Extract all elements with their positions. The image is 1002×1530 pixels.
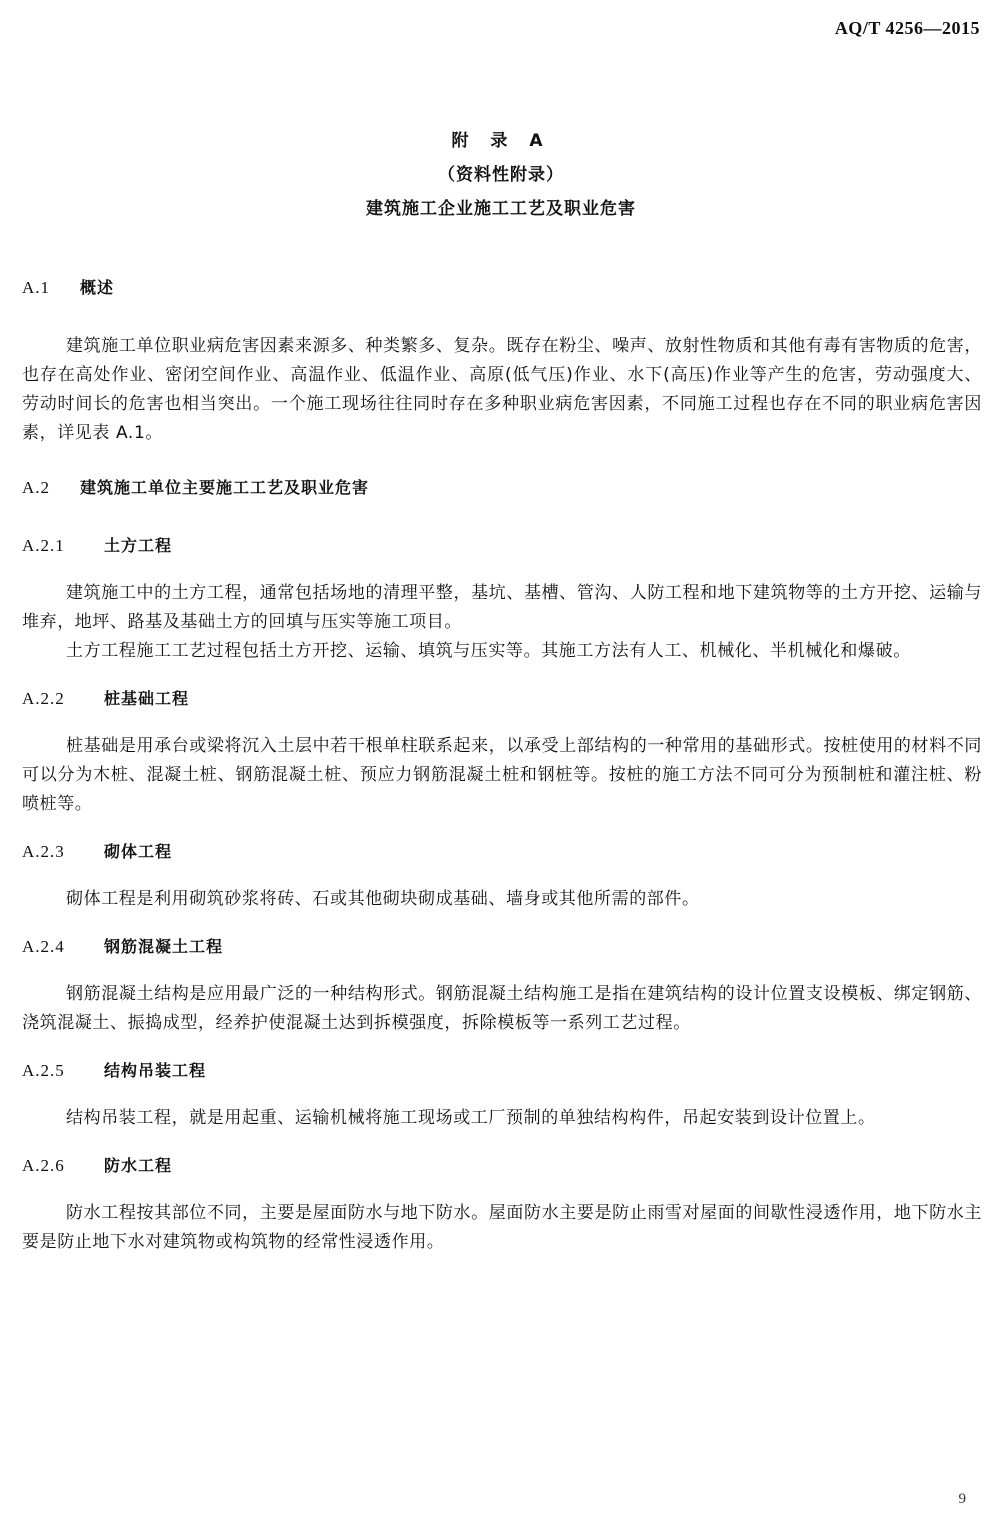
section-number: A.1 [22, 278, 51, 297]
appendix-type: （资料性附录） [438, 165, 564, 185]
paragraph: 砌体工程是利用砌筑砂浆将砖、石或其他砌块砌成基础、墙身或其他所需的部件。 [66, 889, 700, 909]
section-number: A.2.5 [22, 1061, 65, 1080]
section-number: A.2.1 [22, 536, 65, 555]
section-heading-a24 [22, 934, 982, 960]
section-title: 概述 [80, 278, 115, 297]
section-number: A.2.2 [22, 689, 65, 708]
section-number: A.2 [22, 478, 51, 497]
standard-code: AQ/T 4256—2015 [834, 18, 980, 38]
appendix-header [0, 124, 1002, 226]
paragraph: 防水工程按其部位不同，主要是屋面防水与地下防水。屋面防水主要是防止雨雪对屋面的间歇性浸透作用，地下防水主要是防止地下水对建筑物或构筑物的经常性浸透作用。 [22, 1203, 982, 1252]
section-heading-a25 [22, 1058, 982, 1084]
paragraph: 桩基础是用承台或梁将沉入土层中若干根单柱联系起来，以承受上部结构的一种常用的基础形式。按桩使用的材料不同可以分为木桩、混凝土桩、钢筋混凝土桩、预应力钢筋混凝土桩和钢桩等。按桩的施工方法不同可分为预制桩和灌注桩、粉喷桩等。 [22, 736, 982, 814]
section-heading-a21 [22, 533, 982, 559]
section-number: A.2.3 [22, 842, 65, 861]
section-number: A.2.6 [22, 1156, 65, 1175]
section-heading-a23 [22, 839, 982, 865]
paragraph: 土方工程施工工艺过程包括土方开挖、运输、填筑与压实等。其施工方法有人工、机械化、半机械化和爆破。 [66, 641, 911, 661]
paragraph: 建筑施工单位职业病危害因素来源多、种类繁多、复杂。既存在粉尘、噪声、放射性物质和其他有毒有害物质的危害，也存在高处作业、密闭空间作业、高温作业、低温作业、高原(低气压)作业、水下(高压)作业等产生的危害，劳动强度大、劳动时间长的危害也相当突出。一个施工现场往往同时存在多种职业病危害因素，不同施工过程也存在不同的职业病危害因素，详见表 A.1。 [22, 336, 982, 443]
paragraph: 钢筋混凝土结构是应用最广泛的一种结构形式。钢筋混凝土结构施工是指在建筑结构的设计位置支设模板、绑定钢筋、浇筑混凝土、振捣成型，经养护使混凝土达到拆模强度，拆除模板等一系列工艺过程。 [22, 984, 982, 1033]
section-heading-a22 [22, 686, 982, 712]
appendix-subtitle: 建筑施工企业施工工艺及职业危害 [366, 199, 636, 219]
section-title: 钢筋混凝土工程 [104, 937, 224, 956]
section-title: 防水工程 [104, 1156, 173, 1175]
section-title: 砌体工程 [104, 842, 173, 861]
section-title: 桩基础工程 [104, 689, 190, 708]
paragraph: 建筑施工中的土方工程，通常包括场地的清理平整，基坑、基槽、管沟、人防工程和地下建筑物等的土方开挖、运输与堆弃，地坪、路基及基础土方的回填与压实等施工项目。 [22, 583, 982, 632]
section-heading-a26 [22, 1153, 982, 1179]
section-title: 建筑施工单位主要施工工艺及职业危害 [80, 478, 370, 497]
paragraph: 结构吊装工程，就是用起重、运输机械将施工现场或工厂预制的单独结构构件，吊起安装到设计位置上。 [66, 1108, 876, 1128]
page-number: 9 [958, 1491, 966, 1507]
section-title: 土方工程 [104, 536, 173, 555]
section-number: A.2.4 [22, 937, 65, 956]
section-heading-a2 [22, 475, 982, 501]
appendix-title: 附 录 A [451, 131, 551, 151]
section-heading-a1 [22, 275, 982, 301]
section-title: 结构吊装工程 [104, 1061, 207, 1080]
document-body [22, 268, 982, 1257]
